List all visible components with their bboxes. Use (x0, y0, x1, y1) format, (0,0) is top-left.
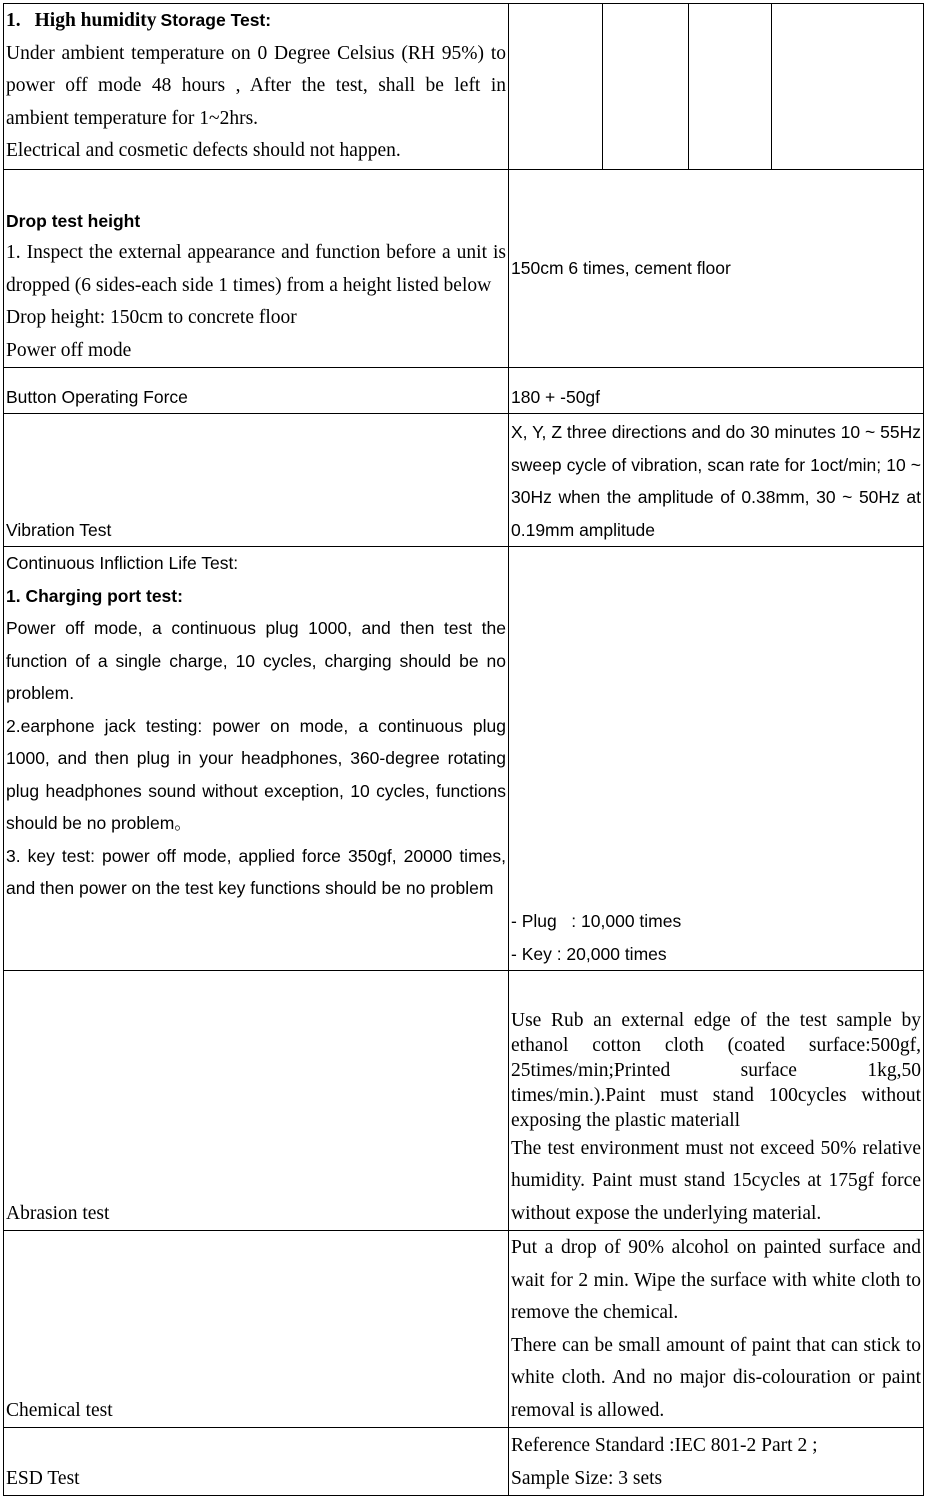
charging-port-test-title: 1. Charging port test: (6, 585, 183, 606)
drop-test-height: Drop height: 150cm to concrete floor (6, 307, 297, 328)
row-abrasion-test (4, 971, 924, 1231)
abrasion-test-procedure: Use Rub an external edge of the test sample by ethanol cotton cloth (coated surface:500gf, 25times/min;Printed surface 1kg,50 times/min.).Paint must stand 100cycles without exposing the plastic materiall (511, 1009, 921, 1131)
life-test-title: Continuous Infliction Life Test: (6, 553, 239, 573)
plug-life-result: - Plug : 10,000 times (511, 911, 682, 931)
row-drop-test (4, 170, 924, 368)
vibration-test-cell (4, 414, 509, 547)
vibration-test-result: X, Y, Z three directions and do 30 minutes 10 ~ 55Hz sweep cycle of vibration, scan rate for 1oct/min; 10 ~ 30Hz when the amplitude of 0.38mm, 30 ~ 50Hz at 0.19mm amplitude (511, 422, 921, 540)
abrasion-test-cell (4, 971, 509, 1231)
earphone-jack-test-description: 2.earphone jack testing: power on mode, a continuous plug 1000, and then plug in your headphones, 360-degree rotating plug headphones sound without exception, 10 cycles, functions should be no problem。 (6, 715, 506, 833)
test-spec-table (3, 3, 924, 1496)
humidity-test-title (6, 4, 506, 38)
button-force-label: Button Operating Force (6, 386, 188, 407)
abrasion-test-criteria: The test environment must not exceed 50% relative humidity. Paint must stand 15cycles at 175gf force without expose the underlying material. (511, 1137, 921, 1224)
esd-sample-size: Sample Size: 3 sets (511, 1467, 663, 1489)
esd-test-cell (4, 1428, 509, 1496)
row-vibration-test (4, 414, 924, 547)
row-humidity-test (4, 4, 924, 170)
row-esd-test (4, 1428, 924, 1496)
humidity-test-cell (4, 4, 509, 170)
chemical-test-result-cell (509, 1231, 924, 1428)
humidity-test-title-main: High humidity (34, 10, 157, 31)
drop-test-result-cell (509, 170, 924, 368)
row-button-force (4, 368, 924, 414)
row-chemical-test (4, 1231, 924, 1428)
drop-test-title: Drop test height (6, 210, 141, 231)
humidity-test-title-tail: Storage Test: (160, 10, 272, 30)
life-test-cell (4, 547, 509, 971)
chemical-test-label: Chemical test (6, 1399, 113, 1421)
button-force-result-cell (509, 368, 924, 414)
drop-test-mode: Power off mode (6, 339, 132, 361)
chemical-test-procedure: Put a drop of 90% alcohol on painted surface and wait for 2 min. Wipe the surface with white cloth to remove the chemical. (511, 1237, 921, 1323)
abrasion-test-result-cell (509, 971, 924, 1231)
drop-test-cell (4, 170, 509, 368)
vibration-test-label: Vibration Test (6, 519, 112, 540)
row-life-test (4, 547, 924, 971)
button-force-result: 180 + -50gf (511, 386, 601, 407)
esd-test-label: ESD Test (6, 1467, 80, 1489)
key-test-description: 3. key test: power off mode, applied force 350gf, 20000 times, and then power on the test key functions should be no problem (6, 845, 506, 898)
humidity-test-number: 1. (6, 10, 21, 31)
vibration-test-result-cell (509, 414, 924, 547)
key-life-result: - Key : 20,000 times (511, 943, 667, 964)
esd-test-result-cell (509, 1428, 924, 1496)
humidity-test-description: Under ambient temperature on 0 Degree Celsius (RH 95%) to power off mode 48 hours , After the test, shall be left in ambient temperature for 1~2hrs. (6, 42, 506, 129)
life-test-result-cell (509, 547, 924, 971)
humidity-result-cell-3 (689, 4, 772, 170)
chemical-test-criteria: There can be small amount of paint that can stick to white cloth. And no major dis-colouration or paint removal is allowed. (511, 1334, 921, 1421)
humidity-result-cell-2 (603, 4, 689, 170)
humidity-result-cell-1 (509, 4, 603, 170)
esd-reference-standard: Reference Standard :IEC 801-2 Part 2 ; (511, 1435, 818, 1456)
button-force-cell (4, 368, 509, 414)
drop-test-result: 150cm 6 times, cement floor (511, 258, 731, 279)
humidity-test-criteria: Electrical and cosmetic defects should not happen. (6, 140, 401, 161)
humidity-result-cell-4 (772, 4, 924, 170)
chemical-test-cell (4, 1231, 509, 1428)
abrasion-test-label: Abrasion test (6, 1202, 110, 1224)
charging-port-test-description: Power off mode, a continuous plug 1000, and then test the function of a single charge, 10 cycles, charging should be no problem. (6, 618, 506, 703)
drop-test-instruction: 1. Inspect the external appearance and function before a unit is dropped (6 sides-each side 1 times) from a height listed below (6, 242, 506, 296)
